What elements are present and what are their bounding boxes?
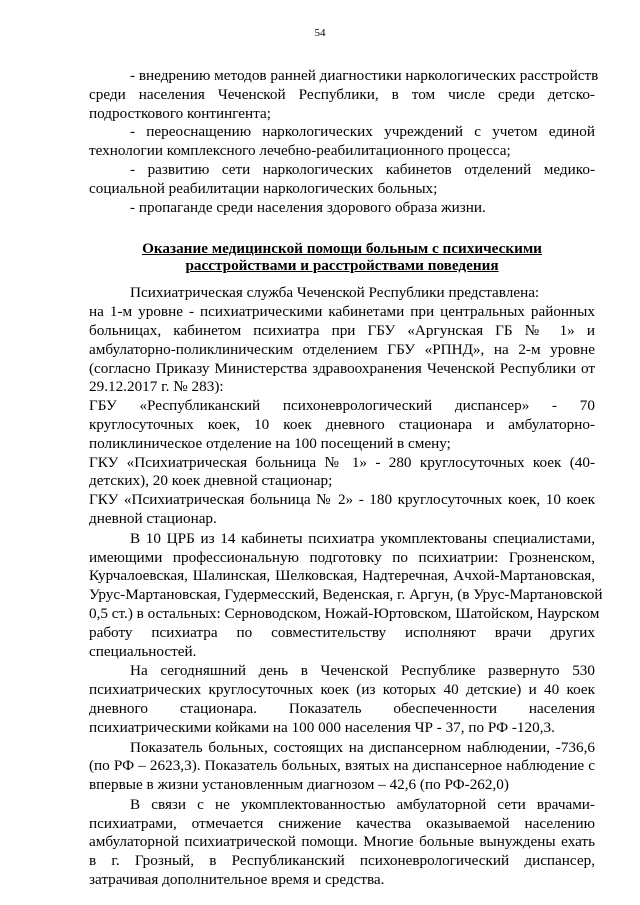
text-line: 29.12.2017 г. № 283):	[89, 378, 224, 396]
list-item	[89, 123, 595, 161]
list-item	[89, 199, 595, 218]
paragraph	[89, 284, 595, 303]
text-line: детских), 20 коек дневной стационар;	[89, 472, 333, 490]
text-line: среди населения Чеченской Республики, в том числе среди детско-	[89, 85, 595, 103]
text-line: - переоснащению наркологических учреждений с учетом единой	[130, 123, 595, 141]
text-line: работу психиатра по совместительству исполняют врачи других	[89, 623, 595, 641]
text-line: - развитию сети наркологических кабинетов отделений медико-	[130, 160, 595, 178]
document-body	[89, 67, 603, 890]
text-line: технологии комплексного лечебно-реабилитационного процесса;	[89, 142, 511, 160]
text-line: дневной стационар.	[89, 509, 217, 527]
text-line: специальностей.	[89, 642, 197, 660]
paragraph	[89, 796, 595, 890]
text-line: ГКУ «Психиатрическая больница № 1» - 280 круглосуточных коек (40-	[89, 453, 595, 471]
text-line: затрачивая дополнительное время и средства.	[89, 871, 385, 889]
text-line: на 1-м уровне - психиатрическими кабинетами при центральных районных	[89, 303, 595, 321]
text-line: амбулаторной психиатрической помощи. Многие больные вынуждены ехать	[89, 833, 595, 851]
text-line: психиатрическими койками на 100 000 населения ЧР - 37, по РФ -120,3.	[89, 718, 555, 736]
text-line: 0,5 ст.) в остальных: Серноводском, Ножай-Юртовском, Шатойском, Наурском	[89, 604, 600, 622]
text-line: Курчалоевская, Шалинская, Шелковская, Надтеречная, Ачхой-Мартановская,	[89, 567, 595, 585]
bullet-list	[89, 67, 599, 217]
text-line: круглосуточных коек, 10 коек дневного стационара и амбулаторно-	[89, 415, 595, 433]
text-line: амбулаторно-поликлиническим отделением ГБУ «РПНД», на 2-м уровне	[89, 340, 595, 358]
text-line: ГБУ «Республиканский психоневрологический диспансер» - 70	[89, 397, 595, 415]
text-line: подросткового контингента;	[89, 104, 271, 122]
page-number: 54	[314, 27, 326, 39]
text-line: - внедрению методов ранней диагностики наркологических расстройств	[130, 67, 599, 84]
text-line: психиатрами, отмечается снижение качества оказываемой населению	[89, 814, 595, 832]
text-line: (по РФ – 2623,3). Показатель больных, взятых на диспансерное наблюдение с	[89, 757, 595, 775]
list-item	[89, 67, 599, 123]
paragraph	[89, 529, 603, 662]
text-line: ГКУ «Психиатрическая больница № 2» - 180 круглосуточных коек, 10 коек	[89, 491, 595, 509]
text-line: Урус-Мартановская, Гудермесский, Веденская, г. Аргун, (в Урус-Мартановской	[89, 586, 603, 604]
text-line: впервые в жизни установленным диагнозом – 42,6 (по РФ-262,0)	[89, 776, 509, 794]
heading-line: расстройствами и расстройствами поведения	[185, 256, 499, 274]
paragraph	[89, 454, 595, 492]
text-line: социальной реабилитации наркологических больных;	[89, 179, 438, 197]
heading-line: Оказание медицинской помощи больным с психическими	[142, 240, 542, 258]
paragraph	[89, 491, 595, 529]
section-heading	[89, 241, 595, 274]
text-line: В 10 ЦРБ из 14 кабинеты психиатра укомплектованы специалистами,	[130, 529, 595, 547]
section-body	[89, 284, 603, 890]
text-line: поликлиническое отделение на 100 посещений в смену;	[89, 434, 451, 452]
text-line: (согласно Приказу Министерства здравоохранения Чеченской Республики от	[89, 359, 595, 377]
text-line: больницах, кабинетом психиатра при ГБУ «Аргунская ГБ № 1» и	[89, 321, 595, 339]
paragraph	[89, 397, 595, 453]
text-line: психиатрических круглосуточных коек (из которых 40 детские) и 40 коек	[89, 681, 595, 699]
paragraph	[89, 739, 595, 795]
list-item	[89, 161, 595, 199]
text-line: Показатель больных, состоящих на диспансерном наблюдении, -736,6	[130, 738, 595, 756]
text-line: В связи с не укомплектованностью амбулаторной сети врачами-	[130, 795, 595, 813]
text-line: - пропаганде среди населения здорового образа жизни.	[130, 198, 486, 216]
paragraph	[89, 662, 595, 737]
text-line: Психиатрическая служба Чеченской Республики представлена:	[130, 284, 540, 302]
text-line: имеющими профессиональную подготовку по психиатрии: Грозненском,	[89, 548, 595, 566]
text-line: в г. Грозный, в Республиканский психоневрологический диспансер,	[89, 852, 595, 870]
paragraph	[89, 303, 595, 397]
text-line: дневного стационара. Показатель обеспеченности населения	[89, 699, 595, 717]
text-line: На сегодняшний день в Чеченской Республике развернуто 530	[130, 662, 595, 680]
